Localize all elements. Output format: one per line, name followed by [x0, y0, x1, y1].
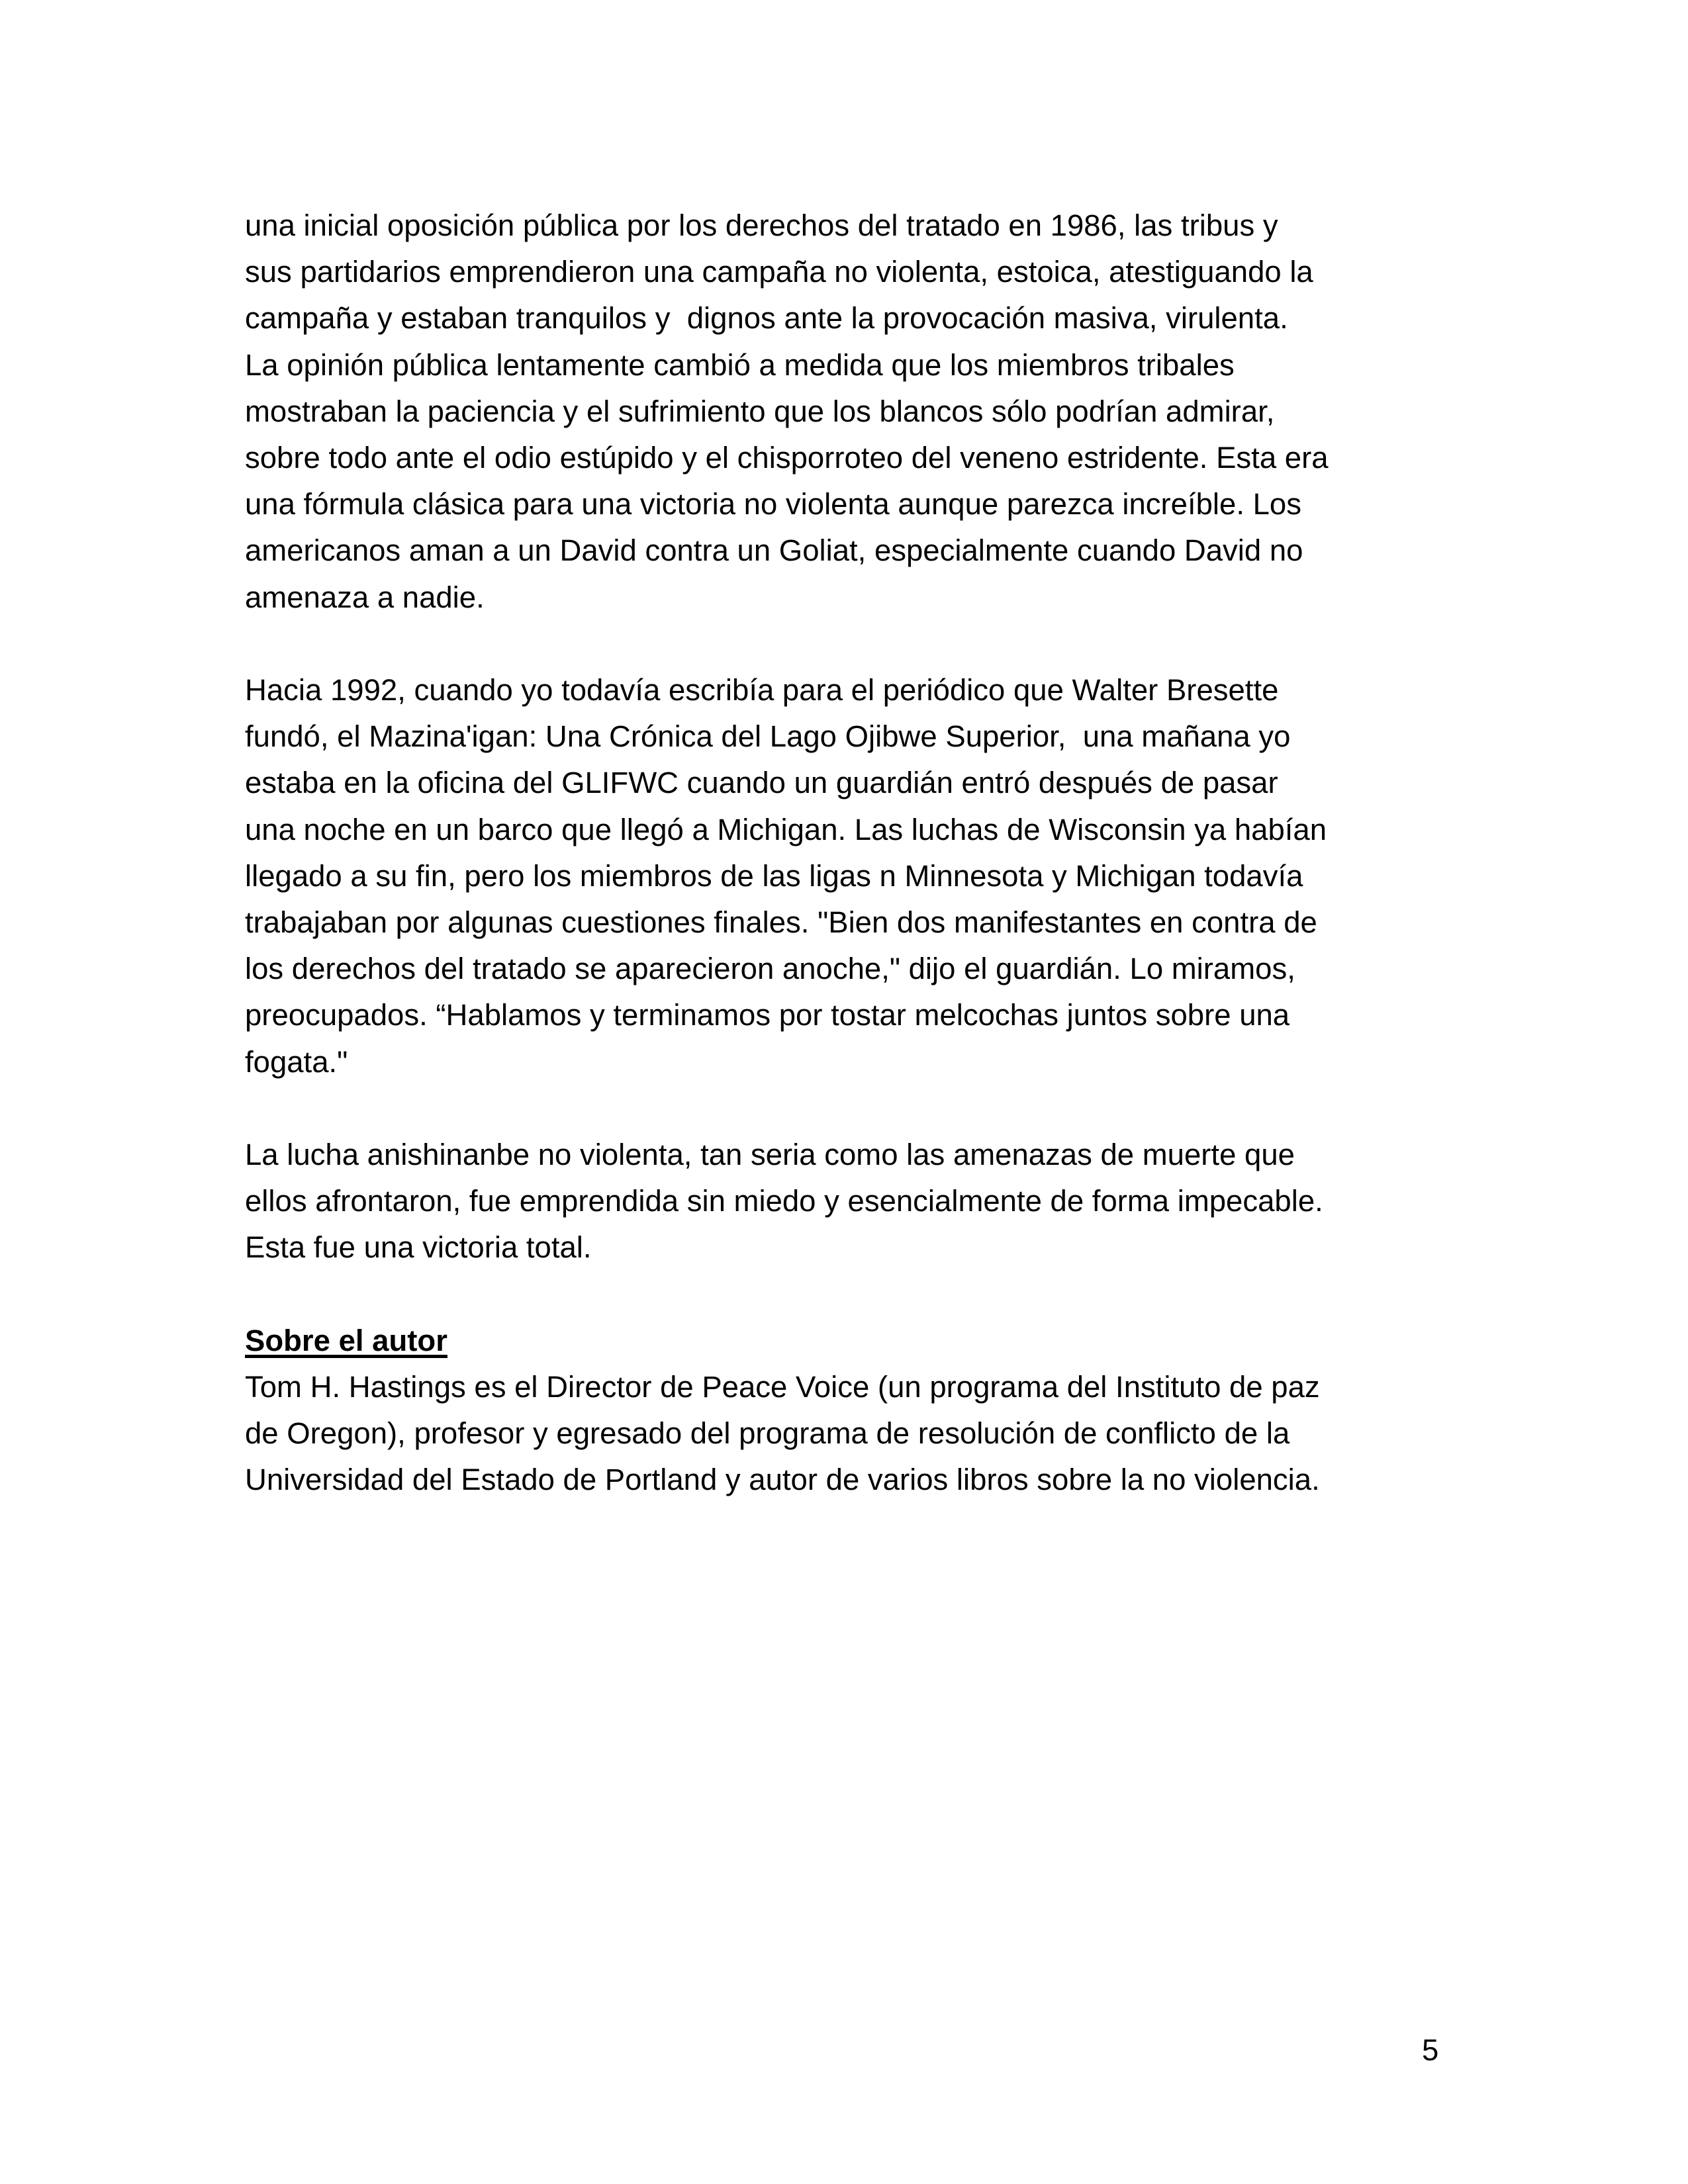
- page-number: 5: [1422, 2033, 1439, 2067]
- text-line: Hacia 1992, cuando yo todavía escribía para el periódico que Walter Bresette: [245, 673, 1279, 707]
- text-line: fundó, el Mazina'igan: Una Crónica del Lago Ojibwe Superior, una mañana yo: [245, 719, 1291, 754]
- text-line: La opinión pública lentamente cambió a medida que los miembros tribales: [245, 347, 1235, 382]
- text-line: campaña y estaban tranquilos y dignos ante la provocación masiva, virulenta.: [245, 301, 1288, 336]
- text-line: estaba en la oficina del GLIFWC cuando un guardián entró después de pasar: [245, 766, 1278, 800]
- text-line: trabajaban por algunas cuestiones finales. "Bien dos manifestantes en contra de: [245, 905, 1317, 940]
- text-line: Tom H. Hastings es el Director de Peace Voice (un programa del Instituto de paz: [245, 1370, 1320, 1404]
- text-line: Universidad del Estado de Portland y autor de varios libros sobre la no violencia.: [245, 1463, 1320, 1497]
- document-body: [245, 203, 1450, 1504]
- text-line: una inicial oposición pública por los derechos del tratado en 1986, las tribus y: [245, 208, 1278, 242]
- text-line: una fórmula clásica para una victoria no violenta aunque parezca increíble. Los: [245, 487, 1301, 522]
- text-line: sobre todo ante el odio estúpido y el chisporroteo del veneno estridente. Esta era: [245, 441, 1329, 475]
- text-line: americanos aman a un David contra un Goliat, especialmente cuando David no: [245, 533, 1303, 568]
- text-line: Esta fue una victoria total.: [245, 1230, 592, 1265]
- text-line: amenaza a nadie.: [245, 580, 485, 614]
- text-line: mostraban la paciencia y el sufrimiento que los blancos sólo podrían admirar,: [245, 394, 1275, 428]
- paragraph-treaty-rights: [245, 203, 1450, 621]
- paragraph-conclusion: [245, 1132, 1450, 1271]
- paragraph-1992-anecdote: [245, 667, 1450, 1085]
- text-line: preocupados. “Hablamos y terminamos por tostar melcochas juntos sobre una: [245, 998, 1290, 1032]
- about-author-section: [245, 1318, 1450, 1504]
- text-line: una noche en un barco que llegó a Michigan. Las luchas de Wisconsin ya habían: [245, 812, 1327, 846]
- text-line: ellos afrontaron, fue emprendida sin miedo y esencialmente de forma impecable.: [245, 1184, 1323, 1218]
- text-line: La lucha anishinanbe no violenta, tan seria como las amenazas de muerte que: [245, 1138, 1295, 1172]
- text-line: de Oregon), profesor y egresado del programa de resolución de conflicto de la: [245, 1416, 1290, 1451]
- text-line: los derechos del tratado se aparecieron anoche," dijo el guardián. Lo miramos,: [245, 952, 1295, 986]
- text-line: llegado a su fin, pero los miembros de las ligas n Minnesota y Michigan todavía: [245, 858, 1303, 893]
- about-author-heading: Sobre el autor: [245, 1323, 447, 1357]
- text-line: fogata.": [245, 1044, 348, 1079]
- text-line: sus partidarios emprendieron una campaña no violenta, estoica, atestiguando la: [245, 255, 1313, 289]
